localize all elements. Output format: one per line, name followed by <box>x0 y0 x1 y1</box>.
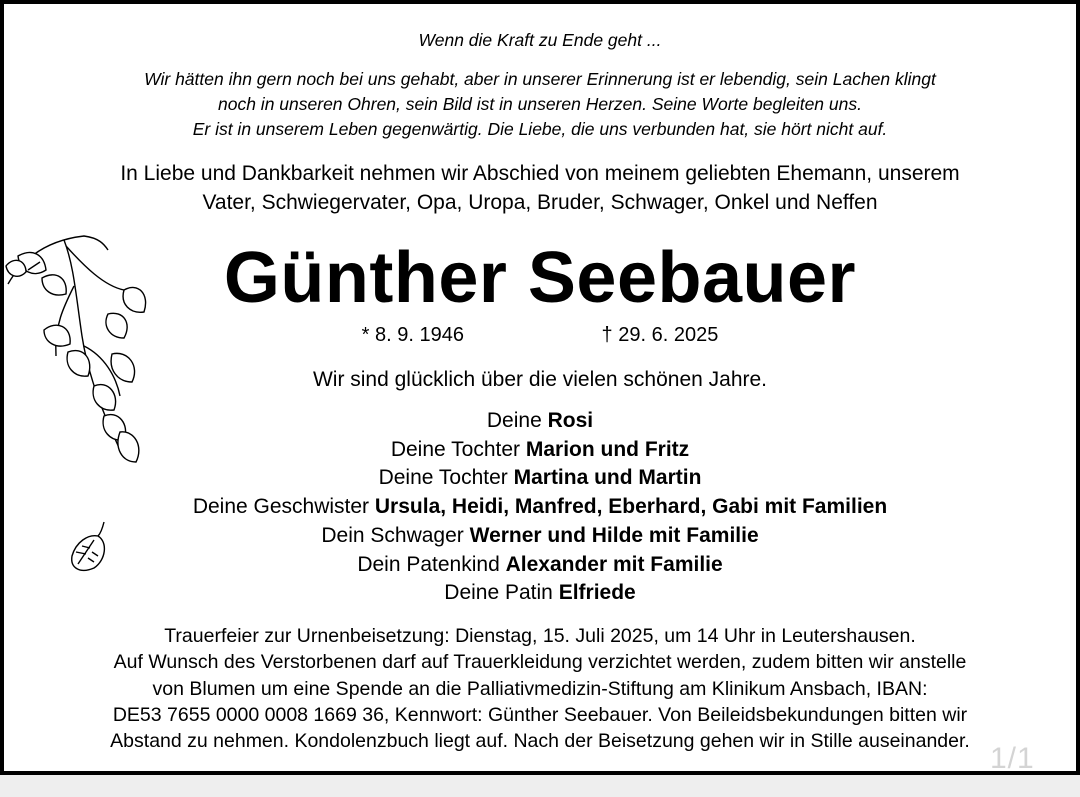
mourner-entry <box>4 436 1076 465</box>
birth-date: * 8. 9. 1946 <box>361 324 464 346</box>
life-dates <box>4 322 1076 348</box>
mourner-names: Martina und Martin <box>513 466 702 490</box>
mourner-relation: Dein Schwager <box>321 523 470 547</box>
gratitude-line: Wir sind glücklich über die vielen schönen Jahre. <box>312 368 768 391</box>
intro-line: Vater, Schwiegervater, Opa, Uropa, Bruder, Schwager, Onkel und Neffen <box>202 191 878 214</box>
poem-line: noch in unseren Ohren, sein Bild ist in unseren Herzen. Seine Worte begleiten uns. <box>218 94 862 114</box>
mourner-names: Marion und Fritz <box>525 437 690 461</box>
mourner-names: Elfriede <box>558 581 636 605</box>
mourner-entry <box>4 579 1076 608</box>
mourner-entry <box>4 464 1076 493</box>
mourners-list <box>4 407 1076 608</box>
mourner-entry <box>4 493 1076 522</box>
funeral-notice <box>4 623 1076 754</box>
mourner-relation: Dein Patenkind <box>357 552 506 576</box>
mourner-names: Ursula, Heidi, Manfred, Eberhard, Gabi mit Familien <box>374 495 888 519</box>
mourner-relation: Deine Patin <box>444 581 559 605</box>
mourner-names: Werner und Hilde mit Familie <box>469 523 759 547</box>
notice-line: Trauerfeier zur Urnenbeisetzung: Dienstag, 15. Juli 2025, um 14 Uhr in Leutershausen. <box>164 625 916 647</box>
farewell-intro <box>4 159 1076 217</box>
death-date: † 29. 6. 2025 <box>601 324 719 346</box>
mourner-names: Rosi <box>547 409 594 432</box>
notice-line: Abstand zu nehmen. Kondolenzbuch liegt auf. Nach der Beisetzung gehen wir in Stille auseinander. <box>110 730 970 753</box>
motto: Wenn die Kraft zu Ende geht ... <box>418 30 662 50</box>
mourner-entry <box>4 551 1076 580</box>
page-indicator: 1/1 <box>990 742 1035 775</box>
deceased-name: Günther Seebauer <box>223 238 857 318</box>
notice-line: DE53 7655 0000 0008 1669 36, Kennwort: Günther Seebauer. Von Beileidsbekundungen bitten wir <box>112 703 968 726</box>
poem-line: Er ist in unserem Leben gegenwärtig. Die Liebe, die uns verbunden hat, sie hört nicht auf. <box>192 119 888 139</box>
mourner-names: Alexander mit Familie <box>505 552 723 576</box>
poem <box>4 67 1076 142</box>
mourner-entry <box>4 522 1076 551</box>
notice-line: von Blumen um eine Spende an die Palliativmedizin-Stiftung am Klinikum Ansbach, IBAN: <box>152 677 928 700</box>
mourner-relation: Deine Tochter <box>378 466 514 490</box>
poem-line: Wir hätten ihn gern noch bei uns gehabt, aber in unserer Erinnerung ist er lebendig, sein Lachen klingt <box>144 69 936 89</box>
notice-line: Auf Wunsch des Verstorbenen darf auf Trauerkleidung verzichtet werden, zudem bitten wir anstelle <box>113 651 967 674</box>
mourner-relation: Deine Tochter <box>390 437 526 461</box>
intro-line: In Liebe und Dankbarkeit nehmen wir Abschied von meinem geliebten Ehemann, unserem <box>120 162 960 185</box>
mourner-entry <box>4 407 1076 436</box>
mourner-relation: Deine <box>486 409 548 432</box>
mourner-relation: Deine Geschwister <box>192 495 375 519</box>
